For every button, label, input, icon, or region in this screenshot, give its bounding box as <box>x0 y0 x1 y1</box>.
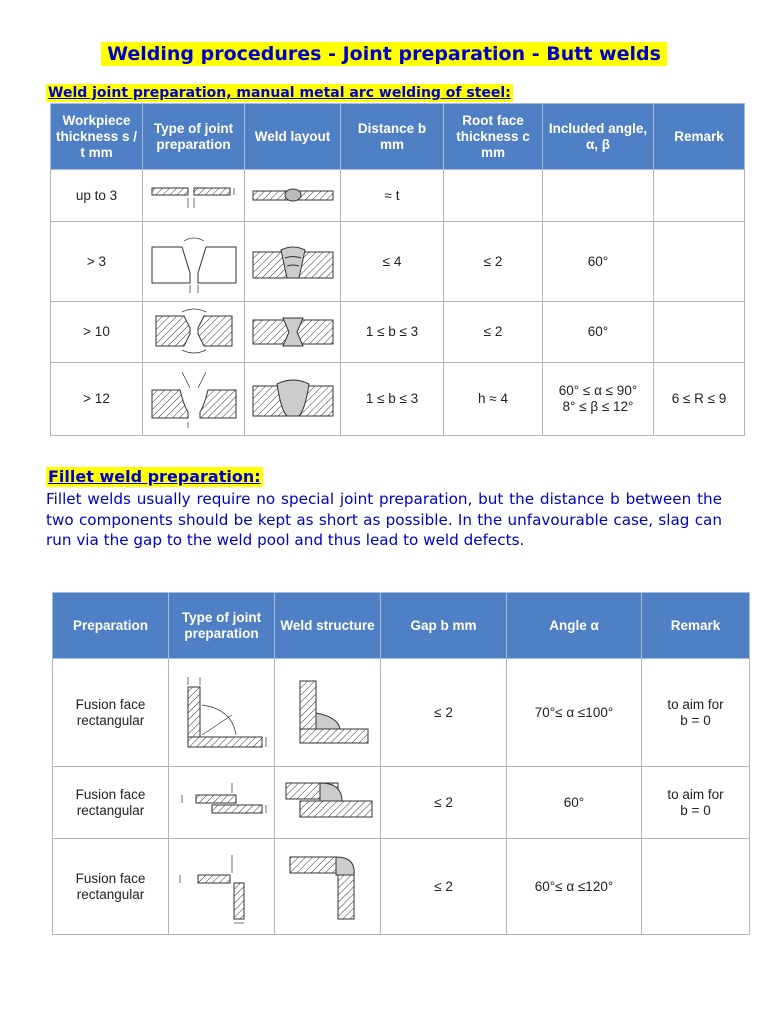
weld-layout-u <box>245 363 341 436</box>
table-row <box>51 222 745 302</box>
cell-remark <box>654 302 745 363</box>
fillet-paragraph: Fillet welds usually require no special joint preparation, but the distance b between the two components should be kept as short as possible. In the unfavourable case, slag can run via the gap to the weld pool and thus lead to weld defects. <box>46 490 722 549</box>
cell-preparation: Fusion face rectangular <box>53 767 169 839</box>
weld-layout-square <box>245 170 341 222</box>
header-joint-type: Type of joint preparation <box>143 104 245 170</box>
cell-angle: 60° ≤ α ≤ 90° 8° ≤ β ≤ 12° <box>543 363 654 436</box>
header-thickness: Workpiece thickness s / t mm <box>51 104 143 170</box>
butt-weld-table <box>50 103 745 436</box>
cell-gap: ≤ 2 <box>381 767 507 839</box>
page-title: Welding procedures - Joint preparation - Butt welds <box>101 42 667 66</box>
cell-remark <box>642 839 750 935</box>
cell-distance: ≈ t <box>341 170 444 222</box>
joint-diagram-corner <box>169 839 275 935</box>
header-remark: Remark <box>642 593 750 659</box>
cell-preparation: Fusion face rectangular <box>53 839 169 935</box>
cell-gap: ≤ 2 <box>381 659 507 767</box>
table-row <box>53 767 750 839</box>
cell-remark: to aim for b = 0 <box>642 767 750 839</box>
fillet-heading: Fillet weld preparation: <box>48 467 261 486</box>
cell-angle: 70°≤ α ≤100° <box>507 659 642 767</box>
cell-root-face <box>444 170 543 222</box>
header-preparation: Preparation <box>53 593 169 659</box>
cell-root-face: ≤ 2 <box>444 222 543 302</box>
fillet-weld-table <box>52 592 750 935</box>
weld-structure-tee <box>275 659 381 767</box>
cell-thickness: > 12 <box>51 363 143 436</box>
title-wrapper <box>0 42 768 66</box>
header-gap: Gap b mm <box>381 593 507 659</box>
cell-remark: to aim for b = 0 <box>642 659 750 767</box>
cell-distance: 1 ≤ b ≤ 3 <box>341 363 444 436</box>
header-weld-layout: Weld layout <box>245 104 341 170</box>
header-angle: Angle α <box>507 593 642 659</box>
header-weld-structure: Weld structure <box>275 593 381 659</box>
cell-angle: 60° <box>543 222 654 302</box>
header-joint-type: Type of joint preparation <box>169 593 275 659</box>
joint-diagram-v <box>143 222 245 302</box>
header-angle: Included angle, α, β <box>543 104 654 170</box>
weld-layout-v <box>245 222 341 302</box>
cell-remark <box>654 222 745 302</box>
cell-angle: 60°≤ α ≤120° <box>507 839 642 935</box>
cell-thickness: > 3 <box>51 222 143 302</box>
table-row <box>51 363 745 436</box>
table-row <box>53 839 750 935</box>
cell-angle <box>543 170 654 222</box>
header-remark: Remark <box>654 104 745 170</box>
cell-thickness: up to 3 <box>51 170 143 222</box>
cell-root-face: ≤ 2 <box>444 302 543 363</box>
cell-angle: 60° <box>507 767 642 839</box>
weld-structure-corner <box>275 839 381 935</box>
table-row <box>51 302 745 363</box>
joint-diagram-u <box>143 363 245 436</box>
weld-layout-x <box>245 302 341 363</box>
cell-preparation: Fusion face rectangular <box>53 659 169 767</box>
cell-distance: ≤ 4 <box>341 222 444 302</box>
table-row <box>51 170 745 222</box>
cell-remark: 6 ≤ R ≤ 9 <box>654 363 745 436</box>
header-root-face: Root face thickness c mm <box>444 104 543 170</box>
joint-diagram-x <box>143 302 245 363</box>
weld-structure-lap <box>275 767 381 839</box>
cell-root-face: h ≈ 4 <box>444 363 543 436</box>
cell-angle: 60° <box>543 302 654 363</box>
cell-gap: ≤ 2 <box>381 839 507 935</box>
joint-diagram-lap <box>169 767 275 839</box>
cell-remark <box>654 170 745 222</box>
joint-diagram-square <box>143 170 245 222</box>
joint-diagram-tee <box>169 659 275 767</box>
cell-distance: 1 ≤ b ≤ 3 <box>341 302 444 363</box>
table-row <box>53 659 750 767</box>
section-subtitle: Weld joint preparation, manual metal arc welding of steel: <box>48 85 511 101</box>
cell-thickness: > 10 <box>51 302 143 363</box>
header-distance: Distance b mm <box>341 104 444 170</box>
